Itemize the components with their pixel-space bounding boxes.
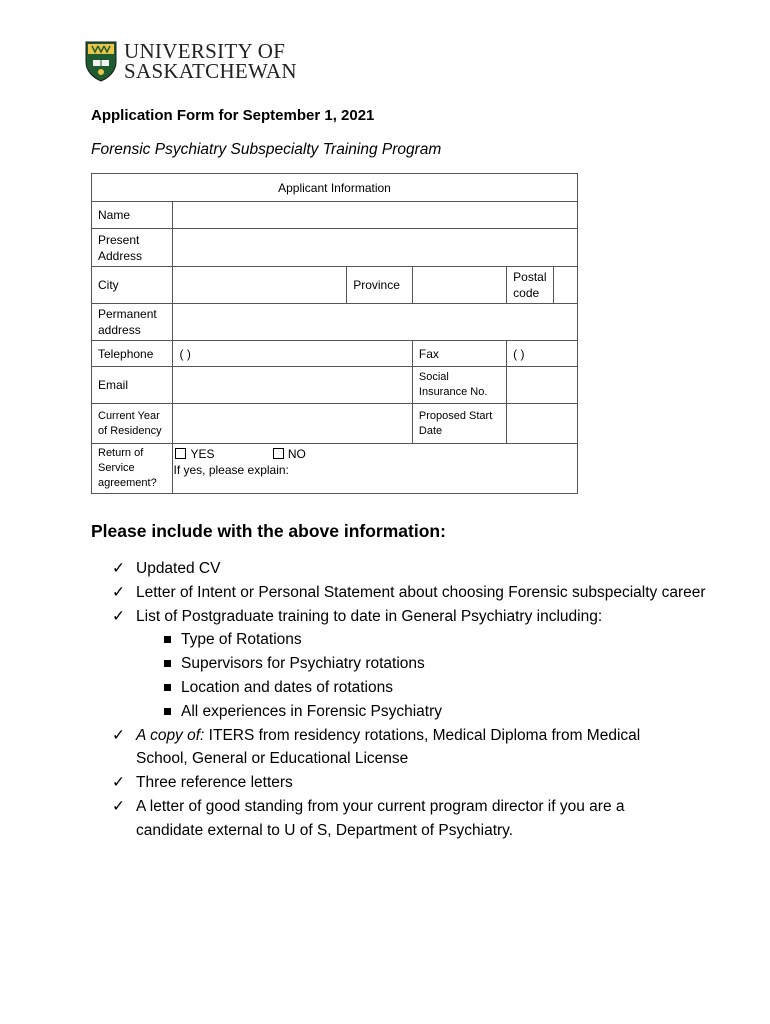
check-icon: ✓ [112, 607, 125, 625]
sin-label: Social Insurance No. [412, 367, 506, 404]
permanent-address-field[interactable] [173, 304, 578, 341]
email-label: Email [92, 367, 173, 404]
name-label: Name [92, 202, 173, 229]
item-text: List of Postgraduate training to date in General Psychiatry including: [136, 607, 603, 625]
item-text: ITERS from residency rotations, Medical Diploma from Medical [204, 726, 641, 744]
item-text: A letter of good standing from your current program director if you are a [136, 797, 625, 815]
sub-list-item [157, 628, 706, 652]
sub-list-item [157, 700, 706, 724]
sub-item-text: Location and dates of rotations [181, 678, 393, 696]
include-heading: Please include with the above information: [91, 521, 446, 541]
university-logo [84, 40, 297, 82]
sub-list-container [112, 628, 706, 723]
copy-prefix: A copy of: [136, 726, 205, 744]
explain-label: If yes, please explain: [173, 463, 289, 477]
present-address-field[interactable] [173, 229, 578, 267]
check-icon: ✓ [112, 797, 125, 815]
program-title: Forensic Psychiatry Subspecialty Training Program [91, 141, 442, 158]
list-item [112, 795, 706, 843]
province-label: Province [347, 267, 413, 304]
applicant-info-table [91, 173, 578, 494]
item-text-line2: School, General or Educational License [136, 750, 409, 768]
postal-code-field[interactable] [553, 267, 577, 304]
check-icon: ✓ [112, 583, 125, 601]
no-label: NO [287, 447, 306, 461]
list-item [112, 724, 706, 772]
list-item [112, 581, 706, 605]
sub-item-text: Supervisors for Psychiatry rotations [181, 655, 425, 673]
square-bullet-icon [164, 708, 171, 715]
square-bullet-icon [164, 636, 171, 643]
form-heading: Application Form for September 1, 2021 [91, 107, 375, 124]
item-text: Three reference letters [136, 774, 293, 792]
logo-line-1: UNIVERSITY OF [124, 39, 286, 63]
city-label: City [92, 267, 173, 304]
square-bullet-icon [164, 684, 171, 691]
university-crest-icon [84, 40, 118, 82]
return-of-service-cell [173, 444, 578, 494]
sin-field[interactable] [507, 367, 578, 404]
province-field[interactable] [412, 267, 506, 304]
square-bullet-icon [164, 660, 171, 667]
yes-checkbox-icon[interactable] [175, 448, 186, 459]
sub-item-text: Type of Rotations [181, 631, 302, 649]
item-text: Letter of Intent or Personal Statement about choosing Forensic subspecialty career [136, 583, 706, 601]
no-checkbox-icon[interactable] [273, 448, 284, 459]
check-icon: ✓ [112, 726, 125, 744]
yes-option[interactable] [175, 447, 214, 461]
requirements-list [112, 557, 706, 843]
check-icon: ✓ [112, 774, 125, 792]
yes-label: YES [190, 447, 215, 461]
proposed-start-field[interactable] [507, 404, 578, 444]
telephone-label: Telephone [92, 341, 173, 367]
fax-label: Fax [412, 341, 506, 367]
return-of-service-label: Return of Service agreement? [92, 444, 173, 494]
sub-list-item [157, 676, 706, 700]
item-text-line2: candidate external to U of S, Department of Psychiatry. [136, 821, 514, 839]
list-item [112, 605, 706, 629]
fax-field[interactable]: ( ) [507, 341, 578, 367]
present-address-label: Present Address [92, 229, 173, 267]
city-field[interactable] [173, 267, 347, 304]
section-title: Applicant Information [92, 174, 578, 202]
no-option[interactable] [273, 447, 306, 461]
proposed-start-label: Proposed Start Date [412, 404, 506, 444]
permanent-address-label: Permanent address [92, 304, 173, 341]
item-text: Updated CV [136, 560, 221, 577]
training-sub-list [112, 628, 706, 723]
current-year-field[interactable] [173, 404, 412, 444]
check-icon: ✓ [112, 560, 125, 577]
current-year-label: Current Year of Residency [92, 404, 173, 444]
email-field[interactable] [173, 367, 412, 404]
postal-code-label: Postal code [507, 267, 553, 304]
telephone-field[interactable]: ( ) [173, 341, 412, 367]
name-field[interactable] [173, 202, 578, 229]
sub-list-item [157, 652, 706, 676]
logo-line-2: SASKATCHEWAN [124, 59, 297, 83]
list-item [112, 557, 706, 581]
list-item [112, 771, 706, 795]
sub-item-text: All experiences in Forensic Psychiatry [181, 702, 443, 720]
